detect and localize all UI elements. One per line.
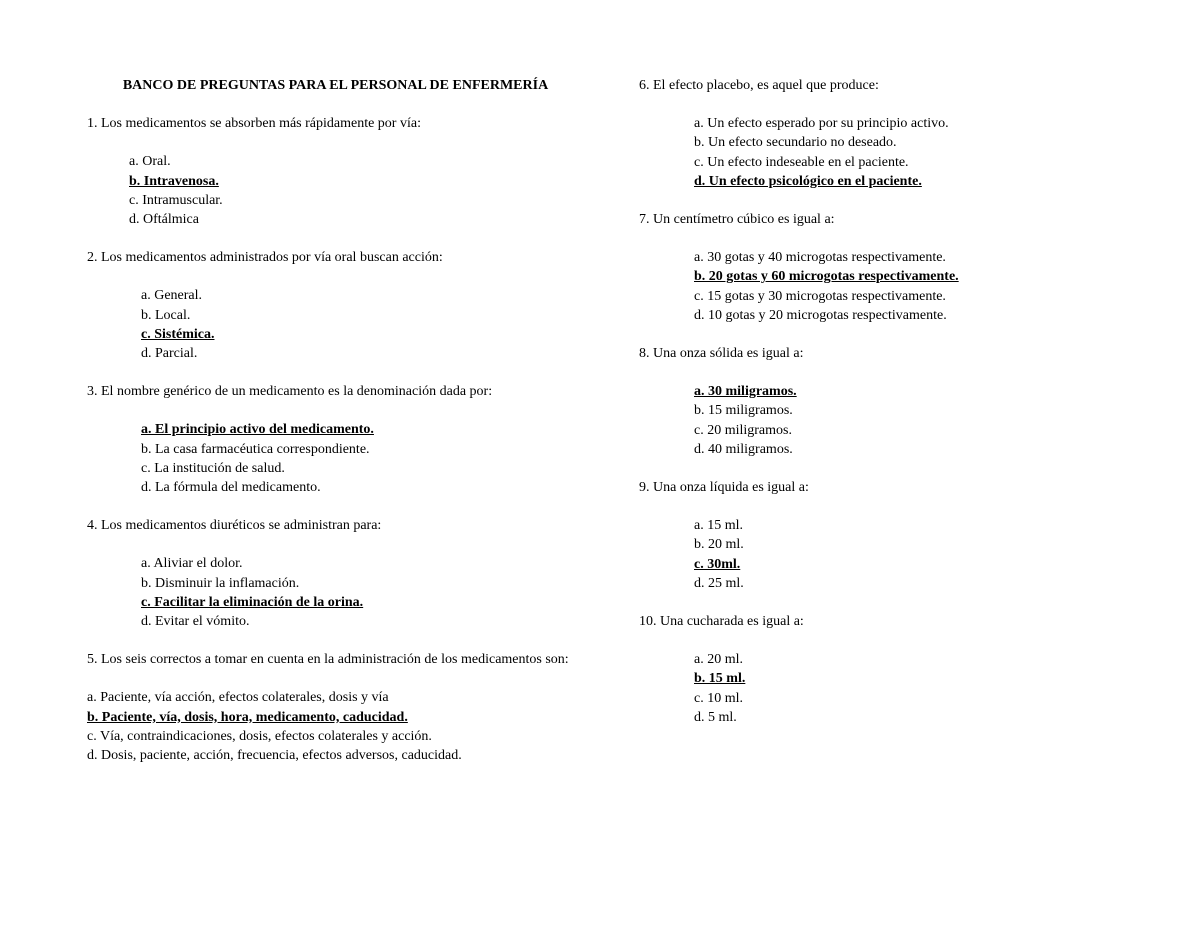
question-stem: 4. Los medicamentos diuréticos se administran para:	[87, 518, 382, 534]
option-b-correct: b. 20 gotas y 60 microgotas respectivamente.	[694, 269, 959, 285]
options-list	[87, 420, 584, 497]
option-a: a. General.	[141, 288, 203, 304]
question-4	[87, 516, 584, 631]
question-6	[639, 76, 1119, 191]
option-c-correct: c. Facilitar la eliminación de la orina.	[141, 594, 364, 610]
option-c: c. Un efecto indeseable en el paciente.	[694, 154, 909, 170]
option-d: d. Evitar el vómito.	[141, 614, 250, 630]
question-9	[639, 478, 1119, 593]
options-list	[87, 286, 584, 363]
option-b: b. Local.	[141, 307, 191, 323]
option-d: d. La fórmula del medicamento.	[141, 480, 321, 496]
option-c: c. Vía, contraindicaciones, dosis, efectos colaterales y acción.	[87, 728, 432, 744]
question-stem: 5. Los seis correctos a tomar en cuenta en la administración de los medicamentos son:	[87, 652, 569, 668]
option-c: c. Intramuscular.	[129, 192, 223, 208]
question-8	[639, 344, 1119, 459]
options-list	[87, 152, 584, 229]
question-stem: 3. El nombre genérico de un medicamento es la denominación dada por:	[87, 384, 493, 400]
option-a: a. Oral.	[129, 154, 171, 170]
option-b: b. La casa farmacéutica correspondiente.	[141, 441, 370, 457]
option-b: b. Disminuir la inflamación.	[141, 575, 300, 591]
option-b-correct: b. Intravenosa.	[129, 173, 219, 189]
option-a-correct: a. 30 miligramos.	[694, 384, 797, 400]
question-stem: 1. Los medicamentos se absorben más rápidamente por vía:	[87, 116, 421, 132]
option-d: d. 40 miligramos.	[694, 441, 793, 457]
option-c-correct: c. Sistémica.	[141, 326, 215, 342]
options-list	[639, 114, 1119, 191]
question-5	[87, 650, 584, 765]
option-c-correct: c. 30ml.	[694, 556, 741, 572]
option-b-correct: b. Paciente, vía, dosis, hora, medicamento, caducidad.	[87, 709, 408, 725]
question-stem: 7. Un centímetro cúbico es igual a:	[639, 212, 835, 228]
question-10	[639, 612, 1119, 727]
question-1	[87, 114, 584, 229]
option-d: d. Oftálmica	[129, 212, 199, 228]
question-stem: 8. Una onza sólida es igual a:	[639, 346, 804, 362]
options-list	[639, 248, 1119, 325]
left-column	[87, 76, 584, 784]
option-a-correct: a. El principio activo del medicamento.	[141, 422, 374, 438]
right-column	[639, 76, 1119, 746]
option-b: b. 15 miligramos.	[694, 403, 793, 419]
option-c: c. La institución de salud.	[141, 460, 285, 476]
question-stem: 2. Los medicamentos administrados por vía oral buscan acción:	[87, 250, 443, 266]
options-list	[87, 554, 584, 631]
options-list	[87, 688, 584, 765]
question-7	[639, 210, 1119, 325]
option-c: c. 20 miligramos.	[694, 422, 792, 438]
option-d: d. Parcial.	[141, 346, 198, 362]
option-d: d. Dosis, paciente, acción, frecuencia, efectos adversos, caducidad.	[87, 748, 462, 764]
option-d-correct: d. Un efecto psicológico en el paciente.	[694, 173, 922, 189]
option-c: c. 15 gotas y 30 microgotas respectivamente.	[694, 288, 946, 304]
document-title: BANCO DE PREGUNTAS PARA EL PERSONAL DE ENFERMERÍA	[122, 78, 549, 93]
options-list	[639, 650, 1119, 727]
option-b: b. Un efecto secundario no deseado.	[694, 135, 897, 151]
question-3	[87, 382, 584, 497]
option-d: d. 10 gotas y 20 microgotas respectivamente.	[694, 307, 947, 323]
question-stem: 6. El efecto placebo, es aquel que produce:	[639, 78, 879, 93]
options-list	[639, 382, 1119, 459]
option-a: a. Un efecto esperado por su principio activo.	[694, 116, 949, 132]
question-stem: 10. Una cucharada es igual a:	[639, 614, 804, 630]
options-list	[639, 516, 1119, 593]
option-a: a. 15 ml.	[694, 518, 743, 534]
option-a: a. 20 ml.	[694, 652, 743, 668]
option-c: c. 10 ml.	[694, 690, 743, 706]
option-a: a. Paciente, vía acción, efectos colaterales, dosis y vía	[87, 690, 389, 706]
option-a: a. 30 gotas y 40 microgotas respectivamente.	[694, 250, 946, 266]
option-d: d. 5 ml.	[694, 709, 737, 725]
option-b-correct: b. 15 ml.	[694, 671, 746, 687]
question-stem: 9. Una onza líquida es igual a:	[639, 480, 809, 496]
option-d: d. 25 ml.	[694, 575, 744, 591]
option-a: a. Aliviar el dolor.	[141, 556, 243, 572]
option-b: b. 20 ml.	[694, 537, 744, 553]
question-2	[87, 248, 584, 363]
